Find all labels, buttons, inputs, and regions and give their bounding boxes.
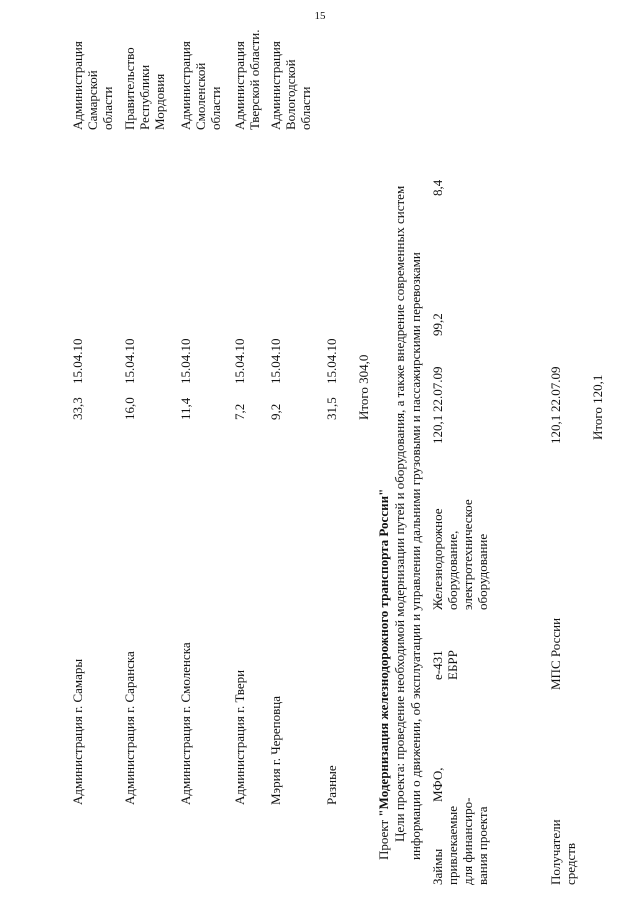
row-name: Администрация г. Смоленска (178, 642, 193, 805)
row-amount: 11,4 (178, 397, 193, 420)
row-date: 15.04.10 (232, 338, 247, 384)
loans-code: е-431 ЕБРР (430, 650, 460, 680)
row-date: 15.04.10 (70, 338, 85, 384)
row-name: Администрация г. Саранска (122, 651, 137, 805)
row-date: 15.04.10 (178, 338, 193, 384)
recipients-org: МПС России (548, 617, 563, 690)
recipients-amount: 120,1 (548, 414, 563, 444)
loans-value: 99,2 (430, 313, 445, 336)
loans-amount: 120,1 (430, 414, 445, 444)
loans-value: 8,4 (430, 179, 445, 196)
row-amount: 31,5 (324, 397, 339, 420)
row-amount: 33,3 (70, 397, 85, 420)
row-name: Мэрия г. Череповца (268, 695, 283, 805)
row-recipient: Правительство Республики Мордовия (122, 47, 167, 130)
row-recipient: Администрация Смоленской области (178, 41, 223, 130)
loans-purpose: Железнодорожное оборудование, электротехническое оборудование (430, 499, 490, 610)
row-name: Администрация г. Самары (70, 658, 85, 805)
row-recipient: Администрация Тверской области. (232, 29, 262, 130)
project-heading: Проект "Модернизация железнодорожного транспорта России" (376, 488, 391, 860)
loans-date: 22.07.09 (430, 366, 445, 412)
row-date: 15.04.10 (122, 338, 137, 384)
total: Итого 304,0 (356, 354, 371, 420)
recipients-date: 22.07.09 (548, 366, 563, 412)
row-name: Разные (324, 765, 339, 805)
row-recipient: Администрация Вологодской области (268, 41, 313, 130)
row-amount: 9,2 (268, 403, 283, 420)
project-goals-cont: информации о движении, об эксплуатации и управлении дальними грузовыми и пассажирскими перевозками (408, 252, 423, 860)
loans-label: Займы привлекаемые для финансиро- вания проекта (430, 797, 490, 885)
row-amount: 16,0 (122, 397, 137, 420)
row-amount: 7,2 (232, 403, 247, 420)
recipients-label: Получатели средств (548, 819, 578, 885)
row-name: Администрация г. Твери (232, 669, 247, 805)
page-number: 15 (314, 10, 326, 22)
project-goals: Цели проекта: проведение необходимой модернизации путей и оборудования, а также внедрение современных систем (392, 185, 407, 842)
total: Итого 120,1 (590, 374, 605, 440)
row-date: 15.04.10 (268, 338, 283, 384)
loans-org: МФО, (430, 767, 445, 802)
row-recipient: Администрация Самарской области (70, 41, 115, 130)
row-date: 15.04.10 (324, 338, 339, 384)
